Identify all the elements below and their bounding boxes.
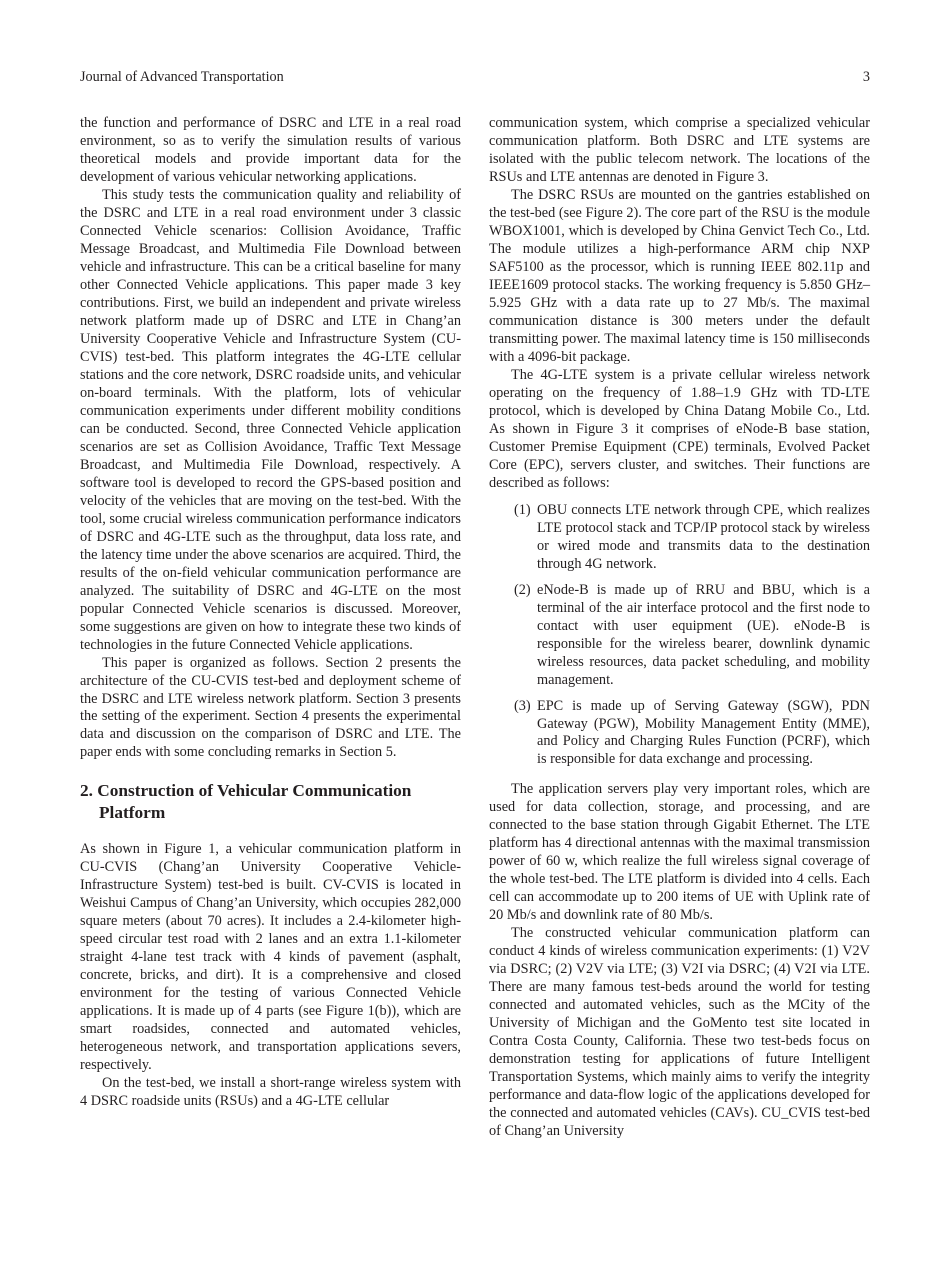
list-text: EPC is made up of Serving Gateway (SGW), PDN Gateway (PGW), Mobility Management Entity (MME), and Policy and Charging Rules Function (PCRF), which is responsible for data exchange and processing. bbox=[537, 697, 870, 768]
paragraph-testbed: As shown in Figure 1, a vehicular communication platform in CU-CVIS (Chang’an University Cooperative Vehicle-Infrastructure System) test-bed is built. CV-CVIS is located in Weishui Campus of Chang’an University, which occupies 282,000 square meters (about 70 acres). It includes a 2.4-kilometer high-speed circular test road with 2 lanes and an extra 1.1-kilometer straight 4-lane test track with 4 kinds of pavement (asphalt, concrete, bricks, and dirt). It is a comprehensive and closed environment for the testing of various Connected Vehicle applications. It is made up of 4 parts (see Figure 1(b)), which are smart roadsides, connected and automated vehicles, heterogeneous network, and transportation applications severs, respectively. bbox=[80, 841, 461, 1074]
list-item bbox=[489, 698, 870, 770]
paragraph-comm-system: communication system, which comprise a specialized vehicular communication platform. Both DSRC and LTE systems are isolated with the public telecom network. The locations of the RSUs and LTE antennas are denoted in Figure 3. bbox=[489, 115, 870, 185]
page-number: 3 bbox=[862, 69, 870, 85]
section-heading: 2. Construction of Vehicular Communication Platform bbox=[80, 781, 412, 823]
right-column bbox=[489, 115, 870, 1141]
list-number: (2) bbox=[514, 581, 531, 598]
list-number: (1) bbox=[514, 501, 531, 518]
paragraph-experiments: The constructed vehicular communication platform can conduct 4 kinds of wireless communication experiments: (1) V2V via DSRC; (2) V2V via LTE; (3) V2I via DSRC; (4) V2I via LTE. There are many famous test-beds around the world for testing connected and automated vehicles, such as the MCity of the University of Michigan and the GoMento test site located in Contra Costa County, California. These two test-beds focus on demonstration testing for applications of future Intelligent Transportation Systems, which mainly aims to verify the integrity performance and data-flow logic of the applications developed for the connected and automated vehicles (CAVs). CU_CVIS test-bed of Chang’an University bbox=[489, 925, 870, 1140]
function-list bbox=[489, 502, 870, 770]
paragraph-intro-continued: the function and performance of DSRC and LTE in a real road environment, so as to verify the simulation results of various theoretical models and provide important data for the development of various vehicular networking applications. bbox=[80, 115, 461, 185]
paragraph-lte-system: The 4G-LTE system is a private cellular wireless network operating on the frequency of 1.88–1.9 GHz with TD-LTE protocol, which is developed by China Datang Mobile Co., Ltd. As shown in Figure 3 it comprises of eNode-B base station, Customer Premise Equipment (CPE) terminals, Evolved Packet Core (EPC), servers cluster, and switches. Their functions are described as follows: bbox=[489, 366, 870, 491]
list-text: OBU connects LTE network through CPE, which realizes LTE protocol stack and TCP/IP protocol stack by wireless or wired mode and transmits data to the destination through 4G network. bbox=[537, 501, 870, 572]
paragraph-app-servers: The application servers play very important roles, which are used for data collection, storage, and processing, and are connected to the base station through Gigabit Ethernet. The LTE platform has 4 directional antennas with the maximal transmission power of 60 w, which realize the full wireless signal coverage of the whole test-bed. The LTE platform is divided into 4 cells. Each cell can accommodate up to 200 items of UE with Uplink rate of 20 Mb/s and downlink rate of 80 Mb/s. bbox=[489, 781, 870, 924]
paragraph-contributions: This study tests the communication quality and reliability of the DSRC and LTE in a real road environment under 3 classic Connected Vehicle scenarios: Collision Avoidance, Traffic Message Broadcast, and Multimedia File Download between vehicle and infrastructure. This can be a critical baseline for many other Connected Vehicle applications. This paper made 3 key contributions. First, we build an independent and private wireless network platform made up of DSRC and LTE in Chang’an University Cooperative Vehicle and Infrastructure System (CU-CVIS) test-bed. This platform integrates the 4G-LTE cellular stations and the core network, DSRC roadside units, and vehicular on-board terminals. With the platform, lots of vehicular communication experiments under different mobility conditions can be conducted. Second, three Connected Vehicle application scenarios are set as Collision Avoidance, Traffic Text Message Broadcast, and Multimedia File Download, respectively. A software tool is developed to record the GPS-based position and velocity of the vehicles that are moving on the test-bed. With the tool, some crucial wireless communication performance indicators of DSRC and 4G-LTE such as the throughput, data loss rate, and the latency time under the above scenarios are acquired. Third, the results of the on-field vehicular communication performance are analyzed. The suitability of DSRC and 4G-LTE on the most popular Connected Vehicle scenarios is discussed. Moreover, some suggestions are given on how to integrate these two kinds of technologies in the future Connected Vehicle applications. bbox=[80, 186, 461, 653]
running-head bbox=[80, 68, 870, 86]
list-text: eNode-B is made up of RRU and BBU, which is a terminal of the air interface protocol and the first node to contact with user equipment (UE). eNode-B is responsible for the wireless bearer, downlink dynamic wireless resources, data packet scheduling, and mobility management. bbox=[537, 581, 870, 688]
paragraph-rsu-install: On the test-bed, we install a short-range wireless system with 4 DSRC roadside units (RSUs) and a 4G-LTE cellular bbox=[80, 1075, 461, 1110]
list-item bbox=[489, 582, 870, 690]
paragraph-organization: This paper is organized as follows. Section 2 presents the architecture of the CU-CVIS test-bed and deployment scheme of the DSRC and LTE wireless network platform. Section 3 presents the setting of the experiment. Section 4 presents the experimental data and discussion on the comparison of DSRC and LTE. The paper ends with some concluding remarks in Section 5. bbox=[80, 654, 461, 761]
left-column bbox=[80, 115, 461, 1111]
list-number: (3) bbox=[514, 697, 531, 714]
paragraph-dsrc-rsu: The DSRC RSUs are mounted on the gantries established on the test-bed (see Figure 2). The core part of the RSU is the module WBOX1001, which is developed by China Genvict Tech Co., Ltd. The module utilizes a high-performance ARM chip NXP SAF5100 as the processor, which is running IEEE 802.11p and IEEE1609 protocol stacks. The working frequency is 5.850 GHz–5.925 GHz with a data rate up to 27 Mb/s. The maximal communication distance is 300 meters under the default transmitting power. The maximal latency time is 150 milliseconds with a 4096-bit package. bbox=[489, 186, 870, 365]
journal-title: Journal of Advanced Transportation bbox=[80, 69, 284, 85]
list-item bbox=[489, 502, 870, 574]
